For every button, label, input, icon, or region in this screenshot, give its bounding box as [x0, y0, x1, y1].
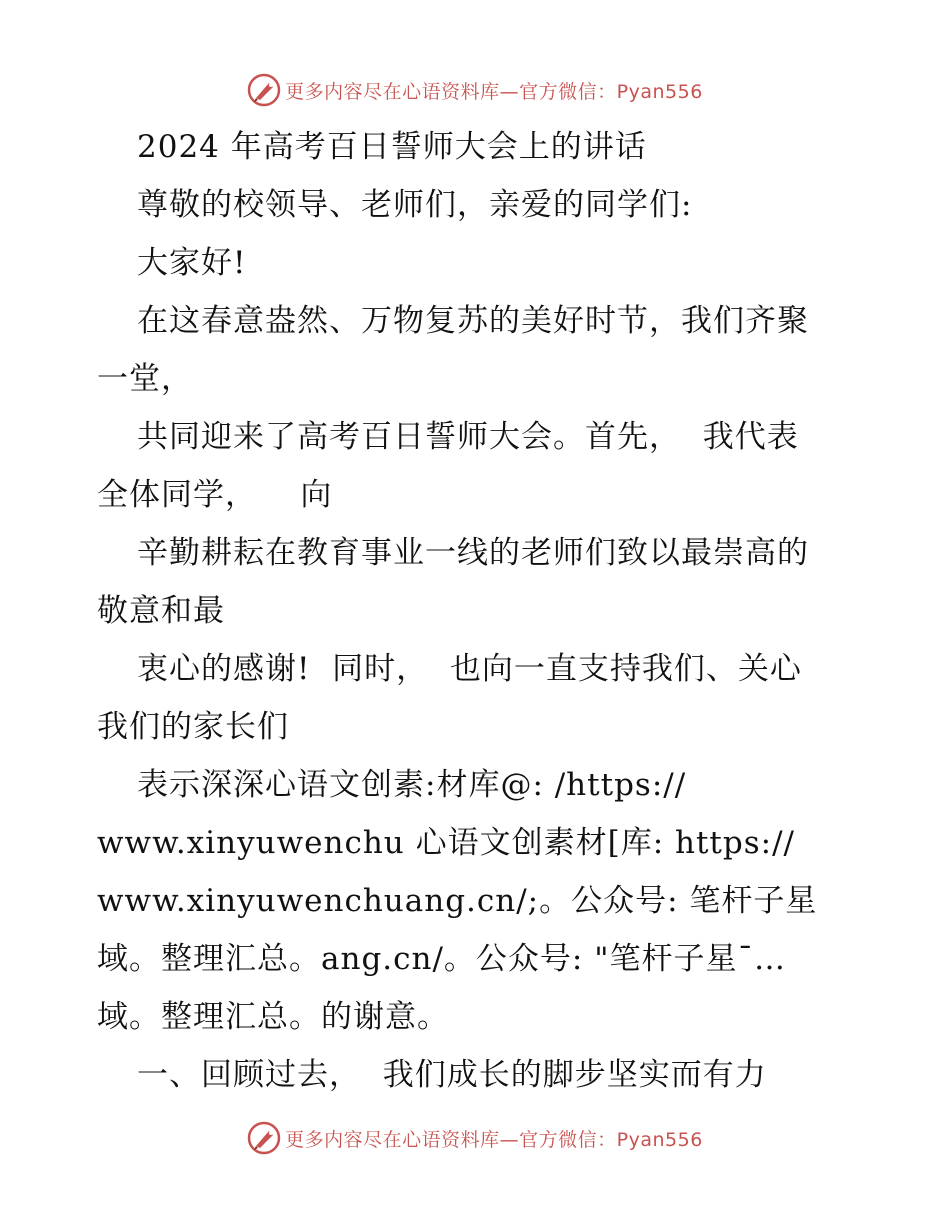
text-line: 域。整理汇总。的谢意。 [97, 999, 449, 1035]
footer-banner-text: 更多内容尽在心语资料库—官方微信：Pyan556 [285, 1128, 703, 1151]
document-body [97, 118, 857, 1104]
salutation-line: 尊敬的校领导、老师们，亲爱的同学们: [137, 187, 693, 223]
header-banner [0, 70, 950, 110]
text-line: 在这春意盎然、万物复苏的美好时节，我们齐聚 [137, 303, 809, 339]
text-line: 表示深深心语文创素:材库@: /https:// [137, 767, 687, 803]
footer-banner [0, 1118, 950, 1158]
header-banner-text: 更多内容尽在心语资料库—官方微信：Pyan556 [285, 80, 703, 103]
section-heading: 一、回顾过去， 我们成长的脚步坚实而有力 [137, 1057, 767, 1093]
greeting-line: 大家好! [137, 245, 247, 281]
text-line: www.xinyuwenchuang.cn/;。公众号: 笔杆子星 [97, 883, 818, 919]
text-line: 域。整理汇总。ang.cn/。公众号: "笔杆子星¯… [97, 941, 786, 977]
text-line: 衷心的感谢! 同时， 也向一直支持我们、关心 [137, 651, 802, 687]
text-line: www.xinyuwenchu 心语文创素材[库: https:// [97, 825, 795, 861]
text-line: 共同迎来了高考百日誓师大会。首先， 我代表 [137, 419, 799, 455]
pen-logo-icon [247, 1121, 281, 1155]
text-line: 我们的家长们 [97, 709, 289, 745]
pen-logo-icon [247, 73, 281, 107]
text-line: 一堂， [97, 361, 193, 397]
text-line: 全体同学， 向 [97, 477, 333, 513]
text-line: 敬意和最 [97, 593, 225, 629]
document-title: 2024 年高考百日誓师大会上的讲话 [137, 129, 647, 165]
text-line: 辛勤耕耘在教育事业一线的老师们致以最崇高的 [137, 535, 809, 571]
